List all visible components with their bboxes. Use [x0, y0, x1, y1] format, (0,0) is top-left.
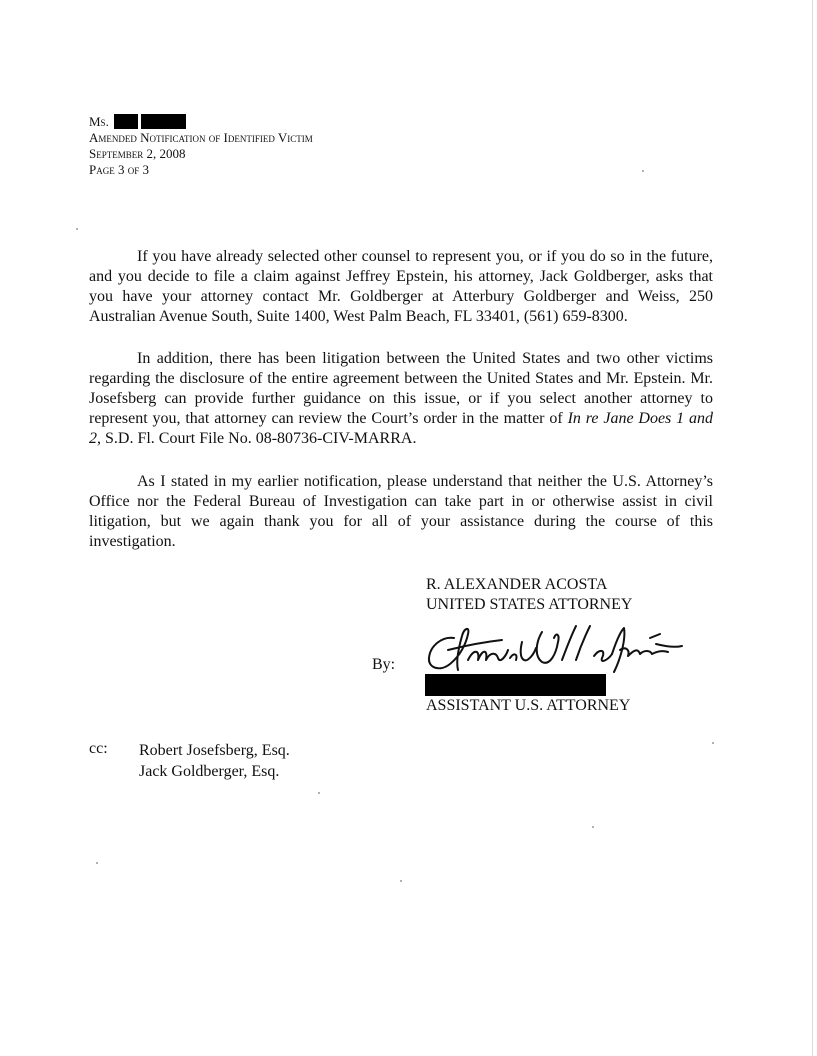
redaction-bar: [425, 674, 606, 696]
paragraph-text: As I stated in my earlier notification, please understand that neither the U.S. Attorney’s Office nor the Federal Bureau of Investigation can take part in or otherwise assist in civil litigation, but we again thank you for all of your assistance during the course of this investigation.: [89, 473, 713, 550]
case-name: In re Jane Does 1 and 2: [89, 410, 714, 447]
scan-speck: [400, 880, 402, 882]
scan-speck: [592, 826, 594, 828]
signatory-block: [426, 575, 632, 615]
paragraph-text: , S.D. Fl. Court File No. 08-80736-CIV-MARRA.: [97, 430, 417, 447]
paragraph-counsel: [89, 247, 713, 327]
cc-label: cc:: [89, 740, 108, 757]
signatory-name: R. ALEXANDER ACOSTA: [426, 576, 608, 593]
cc-recipient: Jack Goldberger, Esq.: [139, 763, 280, 780]
letter-header: [89, 114, 313, 178]
paragraph-text: In addition, there has been litigation between the United States and two other victims regarding the disclosure of the entire agreement between the United States and Mr. Epstein. Mr. Josefsberg can provide further guidance on this issue, or if you select another attorney to represent you, that attorney can review the Court’s order in the matter of: [89, 350, 713, 427]
by-label: By:: [372, 656, 396, 673]
date-line: September 2, 2008: [89, 146, 186, 161]
redaction-bar: [114, 114, 138, 129]
page-edge-line: [812, 0, 813, 1056]
scan-speck: [96, 862, 98, 864]
paragraph-closing: [89, 472, 713, 552]
scan-speck: [712, 742, 714, 744]
scan-speck: [318, 792, 320, 794]
page-number: Page 3 of 3: [89, 162, 149, 177]
recipient-line: [89, 114, 313, 130]
cc-recipients: [139, 740, 290, 782]
scan-speck: [642, 170, 644, 172]
scan-speck: [76, 228, 78, 230]
paragraph-litigation: [89, 349, 713, 449]
signatory-office: UNITED STATES ATTORNEY: [426, 596, 633, 613]
subject-line: Amended Notification of Identified Victim: [89, 130, 313, 145]
cc-recipient: Robert Josefsberg, Esq.: [139, 742, 290, 759]
recipient-salutation: Ms.: [89, 114, 109, 129]
handwritten-signature: [424, 620, 686, 676]
redaction-bar: [141, 114, 186, 129]
paragraph-text: If you have already selected other counsel to represent you, or if you do so in the future, and you decide to file a claim against Jeffrey Epstein, his attorney, Jack Goldberger, asks that you have your attorney contact Mr. Goldberger at Atterbury Goldberger and Weiss, 250 Australian Avenue South, Suite 1400, West Palm Beach, FL 33401, (561) 659-8300.: [89, 248, 713, 325]
signatory-title: ASSISTANT U.S. ATTORNEY: [426, 697, 631, 714]
